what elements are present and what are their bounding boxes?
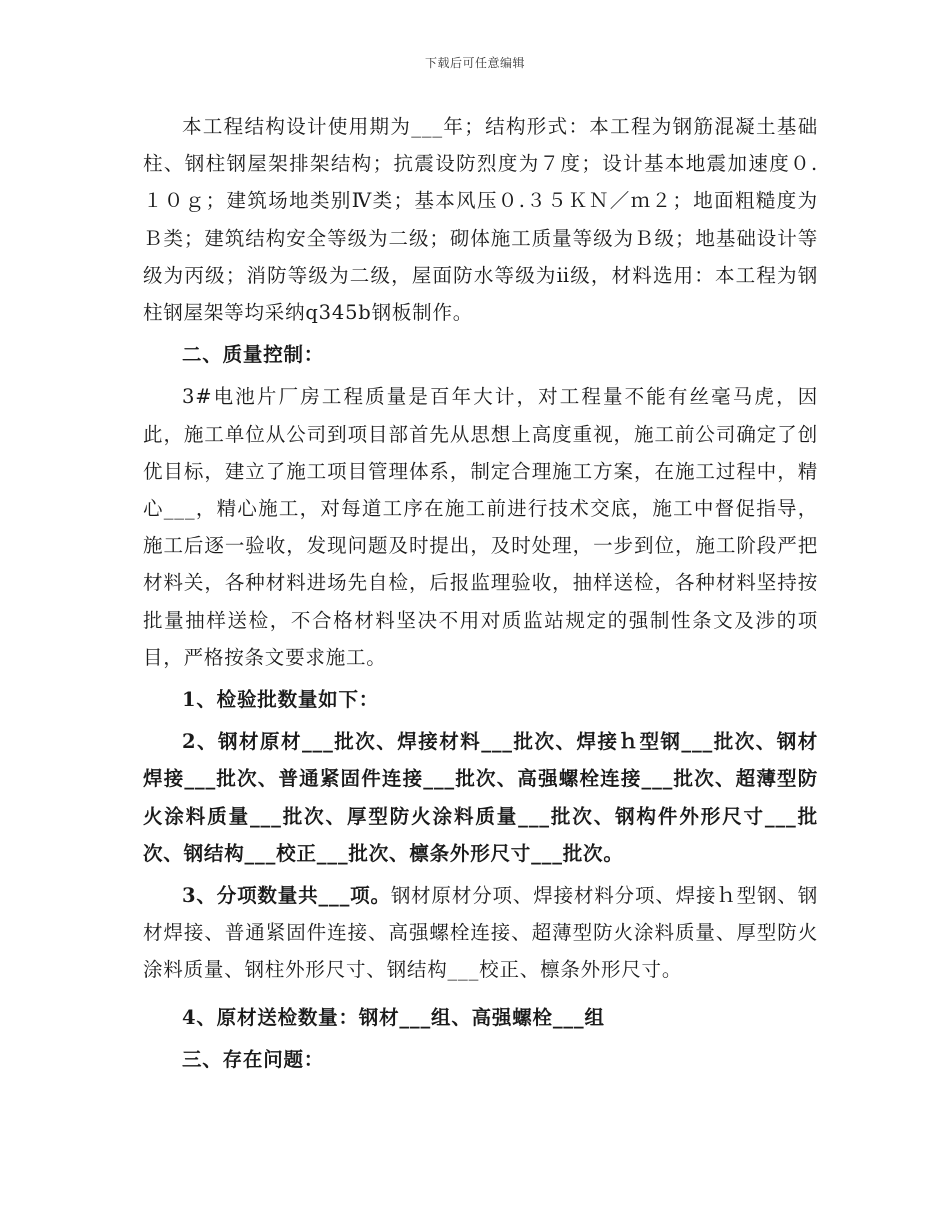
item-inspection-batch-list: 2、钢材原材___批次、焊接材料___批次、焊接ｈ型钢___批次、钢材焊接___批次、普通紧固件连接___批次、高强螺栓连接___批次、超薄型防火涂料质量___批次、厚型防火涂料质量___批次、钢构件外形尺寸___批次、钢结构___校正___批次、檩条外形尺寸___批次。 [143,730,818,865]
page-header: 下载后可任意编辑 [424,56,525,70]
section-heading-issues: 三、存在问题： [182,1047,325,1071]
item-inspection-batch-heading: 1、检验批数量如下： [182,688,380,712]
item-material-sampling: 4、原材送检数量：钢材___组、高强螺栓___组 [182,1005,605,1029]
section-heading-quality-control: 二、质量控制： [182,343,325,367]
paragraph-quality-control: 3#电池片厂房工程质量是百年大计，对工程量不能有丝毫马虎，因此，施工单位从公司到项目部首先从思想上高度重视，施工前公司确定了创优目标，建立了施工项目管理体系，制定合理施工方案，在施工过程中，精心___，精心施工，对每道工序在施工前进行技术交底，施工中督促指导，施工后逐一验收，发现问题及时提出，及时处理，一步到位，施工阶段严把材料关，各种材料进场先自检，后报监理验收，抽样送检，各种材料坚持按批量抽样送检，不合格材料坚决不用对质监站规定的强制性条文及涉的项目，严格按条文要求施工。 [143,385,818,669]
paragraph-project-overview: 本工程结构设计使用期为___年；结构形式：本工程为钢筋混凝土基础柱、钢柱钢屋架排架结构；抗震设防烈度为７度；设计基本地震加速度０.１０ｇ；建筑场地类别Ⅳ类；基本风压０.３５ＫＮ／ｍ２；地面粗糙度为Ｂ类；建筑结构安全等级为二级；砌体施工质量等级为Ｂ级；地基础设计等级为丙级；消防等级为二级，屋面防水等级为ⅱ级，材料选用：本工程为钢柱钢屋架等均采纳q345b钢板制作。 [143,115,818,325]
document-body [143,108,818,1078]
item-subitem-count [143,877,818,989]
item-subitem-count-label: 3、分项数量共___项。 [182,884,391,908]
item-subitem-count-detail: 钢材原材分项、焊接材料分项、焊接ｈ型钢、钢材焊接、普通紧固件连接、高强螺栓连接、超薄型防火涂料质量、厚型防火涂料质量、钢柱外形尺寸、钢结构___校正、檩条外形尺寸。 [143,884,818,982]
